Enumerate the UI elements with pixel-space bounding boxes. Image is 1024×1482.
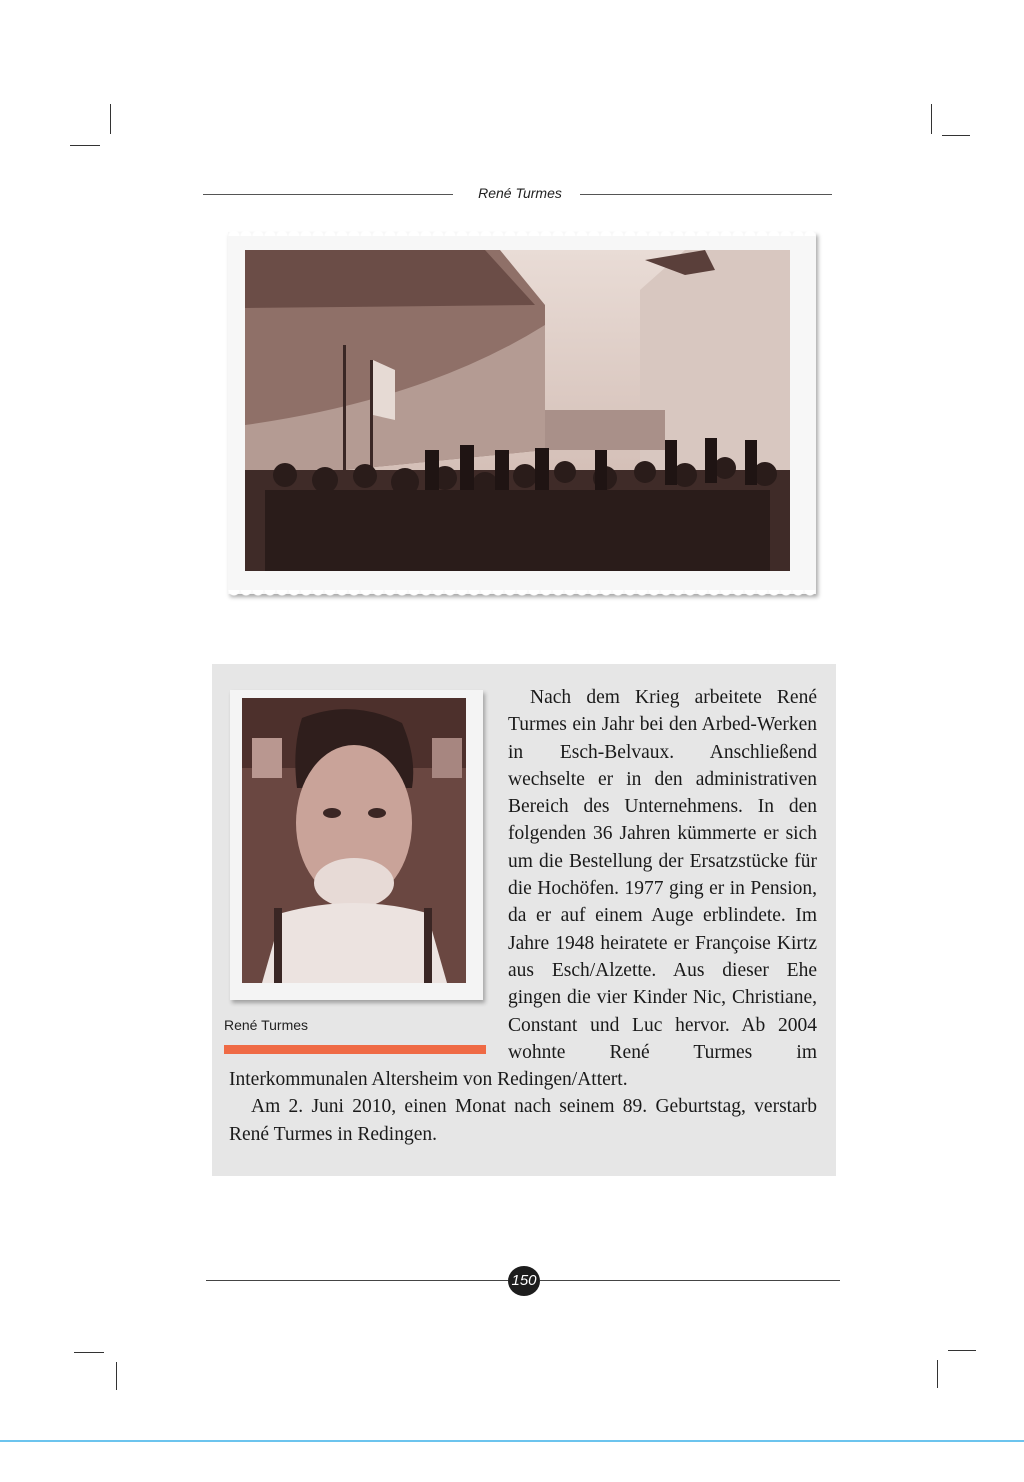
parade-photo-icon: [245, 250, 790, 571]
crop-mark: [74, 1352, 104, 1353]
portrait-caption: René Turmes: [224, 1017, 309, 1033]
running-head: René Turmes: [478, 185, 562, 201]
parade-photo: [245, 250, 790, 571]
bottom-edge-line: [0, 1440, 1024, 1442]
crop-mark: [942, 135, 970, 136]
portrait-spacer: [229, 684, 508, 1064]
header-rule-left: [203, 194, 453, 195]
page-number: 150: [508, 1266, 540, 1296]
crop-mark: [937, 1360, 938, 1388]
footer-rule-left: [206, 1280, 508, 1281]
footer-rule-right: [540, 1280, 840, 1281]
crop-mark: [948, 1350, 976, 1351]
crop-mark: [70, 145, 100, 146]
crop-mark: [931, 104, 932, 134]
crop-mark: [110, 104, 111, 134]
crop-mark: [116, 1362, 117, 1390]
biography-text: [229, 684, 817, 1148]
bio-paragraph-2: Am 2. Juni 2010, einen Monat nach seinem 89. Geburtstag, verstarb René Turmes in Redingen.: [229, 1096, 817, 1145]
header-rule-right: [580, 194, 832, 195]
bio-paragraph-1: Nach dem Krieg arbeitete René Turmes ein Jahr bei den Arbed-Werken in Esch-Belvaux. Anschließend wechselte er in den administrativen Bereich des Unternehmens. In den folgenden 36 Jahren kümmerte er sich um die Bestellung der Ersatzstücke für die Hochöfen. 1977 ging er in Pension, da er auf einem Auge erblindete. Im Jahre 1948 heiratete er Françoise Kirtz aus Esch/Alzette. Aus dieser Ehe gingen die vier Kinder Nic, Christiane, Constant und Luc hervor. Ab 2004 wohnte René Turmes im Interkommunalen Altersheim von Redingen/Attert.: [229, 687, 817, 1091]
top-photo-frame: [228, 232, 816, 594]
